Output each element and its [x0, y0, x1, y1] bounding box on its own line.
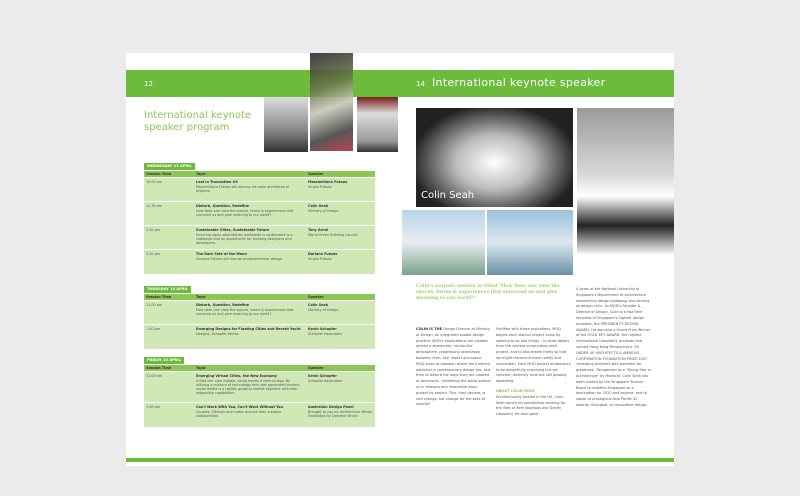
pull-quote: Colin's keynote session is titled "How does one view the spaces, forms & experiences that surround us and give meaning to our world?" [416, 284, 560, 301]
topic [194, 226, 306, 250]
table-header [144, 171, 375, 178]
schedule-table [144, 171, 375, 274]
installation-photo [577, 108, 674, 255]
session-time: 1.00 pm [144, 403, 194, 427]
session-time: 11.00 am [144, 301, 194, 325]
topic [194, 202, 306, 226]
speaker [306, 226, 375, 250]
topic [194, 301, 306, 325]
session-time: 10.00 am [144, 178, 194, 202]
speaker-name: Kevin Schopfer [308, 327, 337, 332]
speaker [306, 202, 375, 226]
table-row [144, 178, 375, 202]
lead-in: COLIN IS THE [416, 327, 442, 331]
day-label: THURSDAY 14 APRIL [144, 286, 191, 293]
column-header: Topic [194, 294, 306, 301]
speaker-name: Colin Seah [308, 303, 329, 308]
footer-bar [126, 458, 674, 462]
session-time: 3.30 pm [144, 250, 194, 274]
topic [194, 250, 306, 274]
speaker-name: Massimiliano Fuksas [308, 180, 348, 185]
topic [194, 178, 306, 202]
topic-desc: Designs, Schopfer Yachts. [196, 331, 240, 336]
schedule-table [144, 294, 375, 349]
speaker [306, 403, 375, 427]
column-header: Session Time [144, 171, 194, 178]
topic-title: Disturb, Question, Redefine [196, 204, 250, 209]
day-label: WEDNESDAY 13 APRIL [144, 163, 195, 170]
col1-text: Design Director at Ministry of Design, an integrated spatial-design practice. MOD's explorations are created amidst a democratic 'studio-like' atmosphere, progressing seamlessly between form, site, object and space. MOD loves to question where the inherent potential in contemporary design lies, and then to disturb the ways they are created or perceived – redefining the world around us in relevant and innovative ways, project by project. This, they declare, is real change, not change for the sake of novelty! [416, 327, 491, 407]
chair-photo [264, 97, 308, 152]
table-row [144, 372, 375, 403]
speaker-name: Tony Arnel [308, 228, 329, 233]
topic-desc: Ensuring rapid urbanisation worldwide is sustainable is a challenge and an opportunity for building designers and developers. [196, 232, 293, 246]
session-time: 11.00 am [144, 372, 194, 403]
column-header: Topic [194, 365, 306, 372]
schedule-table [144, 365, 375, 427]
topic-desc: Unlike the .com bubble, social media is here to stay. By utilizing a mixture of technology and user generated content, social media is a rapidly growing market segment with ever expanding capabilities. [196, 378, 301, 396]
speaker-org: Ministry of Design [308, 307, 339, 312]
day-label: FRIDAY 15 APRIL [144, 357, 184, 364]
speaker-name: Australian Design Panel [308, 405, 354, 410]
speaker [306, 250, 375, 274]
photo-caption: Colin Seah [421, 190, 475, 201]
schedule-day [144, 152, 519, 274]
topic [194, 372, 306, 403]
speaker-org: Schopfer Associates [308, 378, 343, 383]
table-row [144, 403, 375, 427]
body-column-2 [496, 327, 571, 418]
speaker-name: Kevin Schopfer [308, 374, 337, 379]
header-title: International keynote speaker [432, 76, 606, 89]
topic-title: Lost in Translation #9 [196, 180, 238, 185]
col2b-text: Architecturally trained in the US, Colin Seah honed his sensibilities working for the likes of Rem Koolhaas and Daniel Libeskind. He also spent [496, 394, 566, 417]
session-time: 2.00 pm [144, 226, 194, 250]
interior-photo [357, 97, 398, 152]
table-row [144, 202, 375, 226]
speaker [306, 178, 375, 202]
session-time: 12.30 pm [144, 202, 194, 226]
column-header: Session Time [144, 294, 194, 301]
table-header [144, 365, 375, 372]
column-header: Speaker [306, 294, 375, 301]
left-page-number: 12 [144, 80, 153, 88]
topic-title: Emerging Designs for Floating Cities and Recent Yacht [196, 327, 301, 332]
topic-title: Emerging Virtual Cities, the New Economy [196, 374, 277, 379]
right-page-number: 14 [416, 80, 425, 88]
topic-desc: Doriana Fuksas will discuss product/interior design. [196, 256, 284, 261]
topic-title: Disturb, Question, Redefine [196, 303, 250, 308]
column-header: Speaker [306, 171, 375, 178]
topic-desc: How does one view the spaces, forms & experiences that surround us and give meaning to our world? [196, 208, 294, 217]
table-row [144, 250, 375, 274]
speaker-org: Studio Fuksas [308, 184, 332, 189]
speaker [306, 301, 375, 325]
body-column-1 [416, 327, 491, 408]
topic-desc: Massimiliano Fuksas will discuss his main architectural projects. [196, 184, 289, 193]
column-header: Session Time [144, 365, 194, 372]
topic-desc: How does one view the spaces, forms & experiences that surround us and give meaning to our world? [196, 307, 294, 316]
page-title: International keynote speaker program [144, 110, 252, 133]
notes-photo [310, 53, 353, 151]
subhead: ABOUT COLIN SEAH [496, 388, 535, 393]
speaker-org: World Green Building Council [308, 232, 358, 237]
body-column-3: 4 years at the National University of Singapore's Department of Architecture researching design pedagogy and serving as design critic. As MOD's Founder & Director of Design, Colin is a two time recipient of Singapore's highest design accolade, the PRESIDENT'S DESIGN AWARD. He was also a Grand Prize Winner of the GOLD KEY AWARD, the highest international hospitality accolade and named Hong Kong Perspective's '40 UNDER 40' ARCHITECTS & AMBIOUS CORPORATION FOUNDATION PRIZE 2007 'emerging architect with potential for greatness'. Recognized as a "Rising Star in Architecture" by Monocle, Colin Seah has been invited by the Singapore Tourism Board to redefine Singapore as a destination for 2020 and beyond, and to speak at prestigious Asia Pacific ID Awards, Shanghai, on innovative design. [576, 287, 651, 407]
column-header: Topic [194, 171, 306, 178]
topic-title: Can't Work With You, Can't Work Without You [196, 405, 284, 410]
session-time: 1.00 pm [144, 325, 194, 349]
speaker-org: Schopfer Associates [308, 331, 343, 336]
topic-desc: Couples, Siblings and mates discuss their creative collaboration. [196, 409, 282, 418]
column-header: Speaker [306, 365, 375, 372]
topic [194, 403, 306, 427]
speaker-name: Colin Seah [308, 204, 329, 209]
table-header [144, 294, 375, 301]
topic-title: The Dark Side of the Moon [196, 252, 247, 257]
speaker-name: Doriana Fuksas [308, 252, 338, 257]
speaker-org: Brought to you by Architecture Media. Facilitated by Cameron Bruhn [308, 409, 373, 418]
table-row [144, 226, 375, 250]
speaker-org: Ministry of Design [308, 208, 339, 213]
col2-text: Fortified with these aspirations, MOD begins each distinct project anew by seeking to do two things – to draw deeply from the context surrounding each project, and to also dream freely so that we might transcend mere reality and convention. Each MOD project endeavours to be delightfully surprising but yet relevant, distinctly local but still globally appealing. [496, 327, 571, 384]
speaker [306, 372, 375, 403]
table-row [144, 301, 375, 325]
speaker-org: Studio Fuksas [308, 256, 332, 261]
topic-title: Sustainable Cities, Sustainable Future [196, 228, 270, 233]
